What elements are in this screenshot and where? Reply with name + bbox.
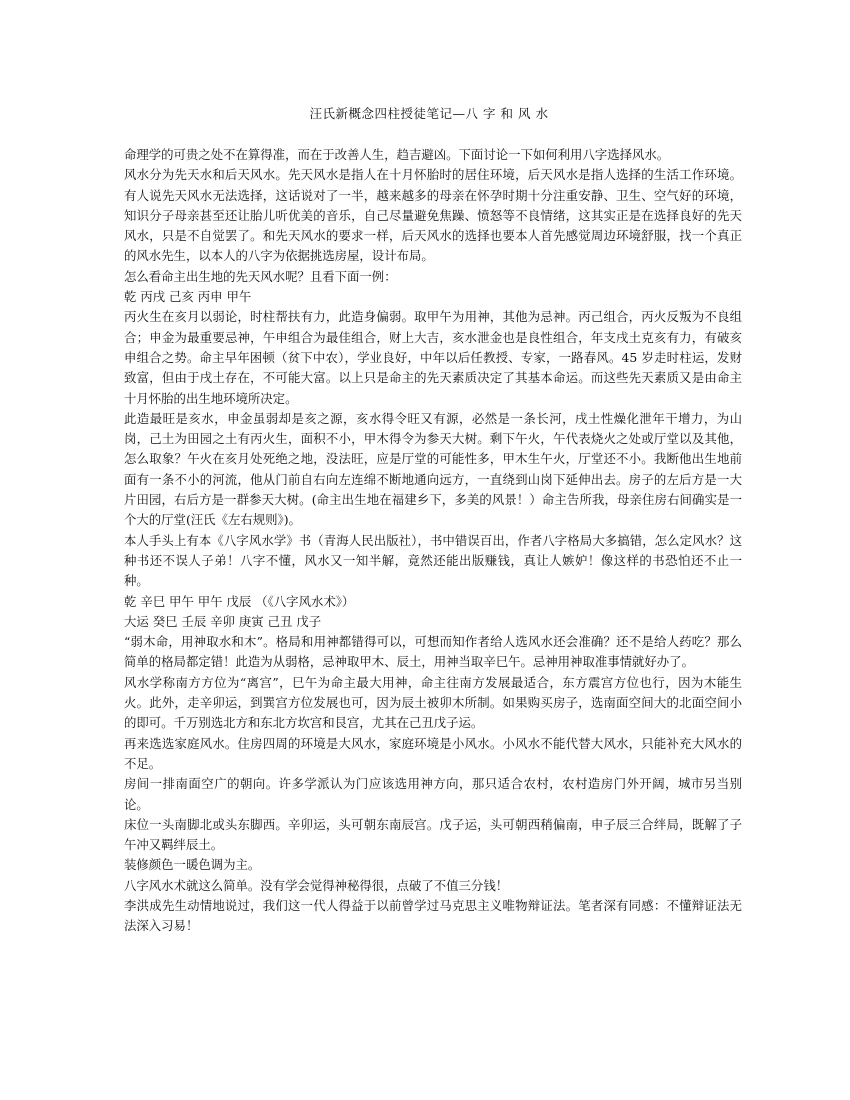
paragraph: “弱木命，用神取水和木”。格局和用神都错得可以，可想而知作者给人选风水还会准确？还不是给人药吃？那么简单的格局都定错！此造为从弱格，忌神取甲木、辰土，用神当取辛巳午。忌神用神取准事情就好办了。 bbox=[124, 634, 742, 670]
paragraph: 风水分为先天水和后天风水。先天风水是指人在十月怀胎时的居住环境，后天风水是指人选择的生活工作环境。有人说先天风水无法选择，这话说对了一半，越来越多的母亲在怀孕时期十分注重安静、卫生、空气好的环境，知识分子母亲甚至还让胎儿听优美的音乐，自己尽量避免焦躁、愤怒等不良情绪，这其实正是在选择良好的先天风水，只是不自觉罢了。和先天风水的要求一样，后天风水的选择也要本人首先感觉周边环境舒服，找一个真正的风水先生，以本人的八字为依据挑选房屋，设计布局。 bbox=[124, 167, 742, 264]
paragraph: 本人手头上有本《八字风水学》书（青海人民出版社），书中错误百出，作者八字格局大多搞错，怎么定风水？这种书还不误人子弟！八字不懂，风水又一知半解，竟然还能出版赚钱，真让人嫉妒！像这样的书恐怕还不止一种。 bbox=[124, 532, 742, 589]
paragraph: 此造最旺是亥水，申金虽弱却是亥之源，亥水得令旺又有源，必然是一条长河，戌土性燥化泄年干增力，为山岗，己土为田园之土有丙火生，面积不小，甲木得令为参天大树。剩下午火，午代表烧火之处或厅堂以及其他，怎么取象？午火在亥月处死绝之地，没法旺，应是厅堂的可能性多，甲木生午火，厅堂还不小。我断他出生地前面有一条不小的河流，他从门前自右向左连绵不断地通向远方，一直绕到山岗下延伸出去。房子的左后方是一大片田园，右后方是一群参天大树。(命主出生地在福建乡下，多美的风景！）命主告所我，母亲住房右间确实是一个大的厅堂(汪氏《左右规则》)。 bbox=[124, 410, 742, 528]
paragraph: 房间一排南面空广的朝向。许多学派认为门应该选用神方向，那只适合农村，农村造房门外开阔，城市另当别论。 bbox=[124, 776, 742, 812]
paragraph: 再来选选家庭风水。住房四周的环境是大风水，家庭环境是小风水。小风水不能代替大风水，只能补充大风水的不足。 bbox=[124, 735, 742, 771]
paragraph: 床位一头南脚北或头东脚西。辛卯运，头可朝东南辰宫。戊子运，头可朝西稍偏南，申子辰三合绊局，既解了子午冲又羁绊辰土。 bbox=[124, 816, 742, 853]
paragraph: 命理学的可贵之处不在算得准，而在于改善人生，趋吉避凶。下面讨论一下如何利用八字选择风水。 bbox=[124, 147, 670, 162]
paragraph: 风水学称南方方位为“离宫”，巳午为命主最大用神，命主往南方发展最适合，东方震宫方位也行，因为木能生火。此外，走辛卯运，到巽宫方位发展也可，因为辰土被卯木所制。如果购买房子，选南面空间大的北面空间小的即可。千万别选北方和东北方坎宫和艮宫，尤其在己丑戊子运。 bbox=[124, 674, 742, 731]
paragraph: 怎么看命主出生地的先天风水呢？且看下面一例： bbox=[124, 268, 397, 284]
document-title: 汪氏新概念四柱授徒笔记—八 字 和 风 水 bbox=[309, 106, 549, 121]
document-body bbox=[124, 145, 742, 937]
bazi-chart-line: 乾 辛巳 甲午 甲午 戊辰 （《八字风水术》） bbox=[124, 593, 355, 609]
paragraph: 装修颜色一暖色调为主。 bbox=[124, 857, 261, 873]
bazi-chart-line: 乾 丙戌 己亥 丙申 甲午 bbox=[124, 289, 252, 305]
dayun-line: 大运 癸巳 壬辰 辛卯 庚寅 己丑 戊子 bbox=[124, 613, 322, 629]
paragraph: 八字风水术就这么简单。没有学会觉得神秘得很，点破了不值三分钱！ bbox=[124, 877, 509, 893]
paragraph: 丙火生在亥月以弱论，时柱帮扶有力，此造身偏弱。取甲午为用神，其他为忌神。丙己组合，丙火反叛为不良组合；申金为最重要忌神，午申组合为最佳组合，财上大吉，亥水泄金也是良性组合，年支戌土克亥有力，有破亥申组合之势。命主早年困顿（贫下中农），学业良好，中年以后任教授、专家，一路春风。45 岁走时柱运，发财致富，但由于戌土存在，不可能大富。以上只是命主的先天素质决定了其基本命运。而这些先天素质又是由命主十月怀胎的出生地环境所决定。 bbox=[124, 309, 742, 406]
paragraph: 李洪成先生动情地说过，我们这一代人得益于以前曾学过马克思主义唯物辩证法。笔者深有同感：不懂辩证法无法深入习易！ bbox=[124, 897, 742, 934]
